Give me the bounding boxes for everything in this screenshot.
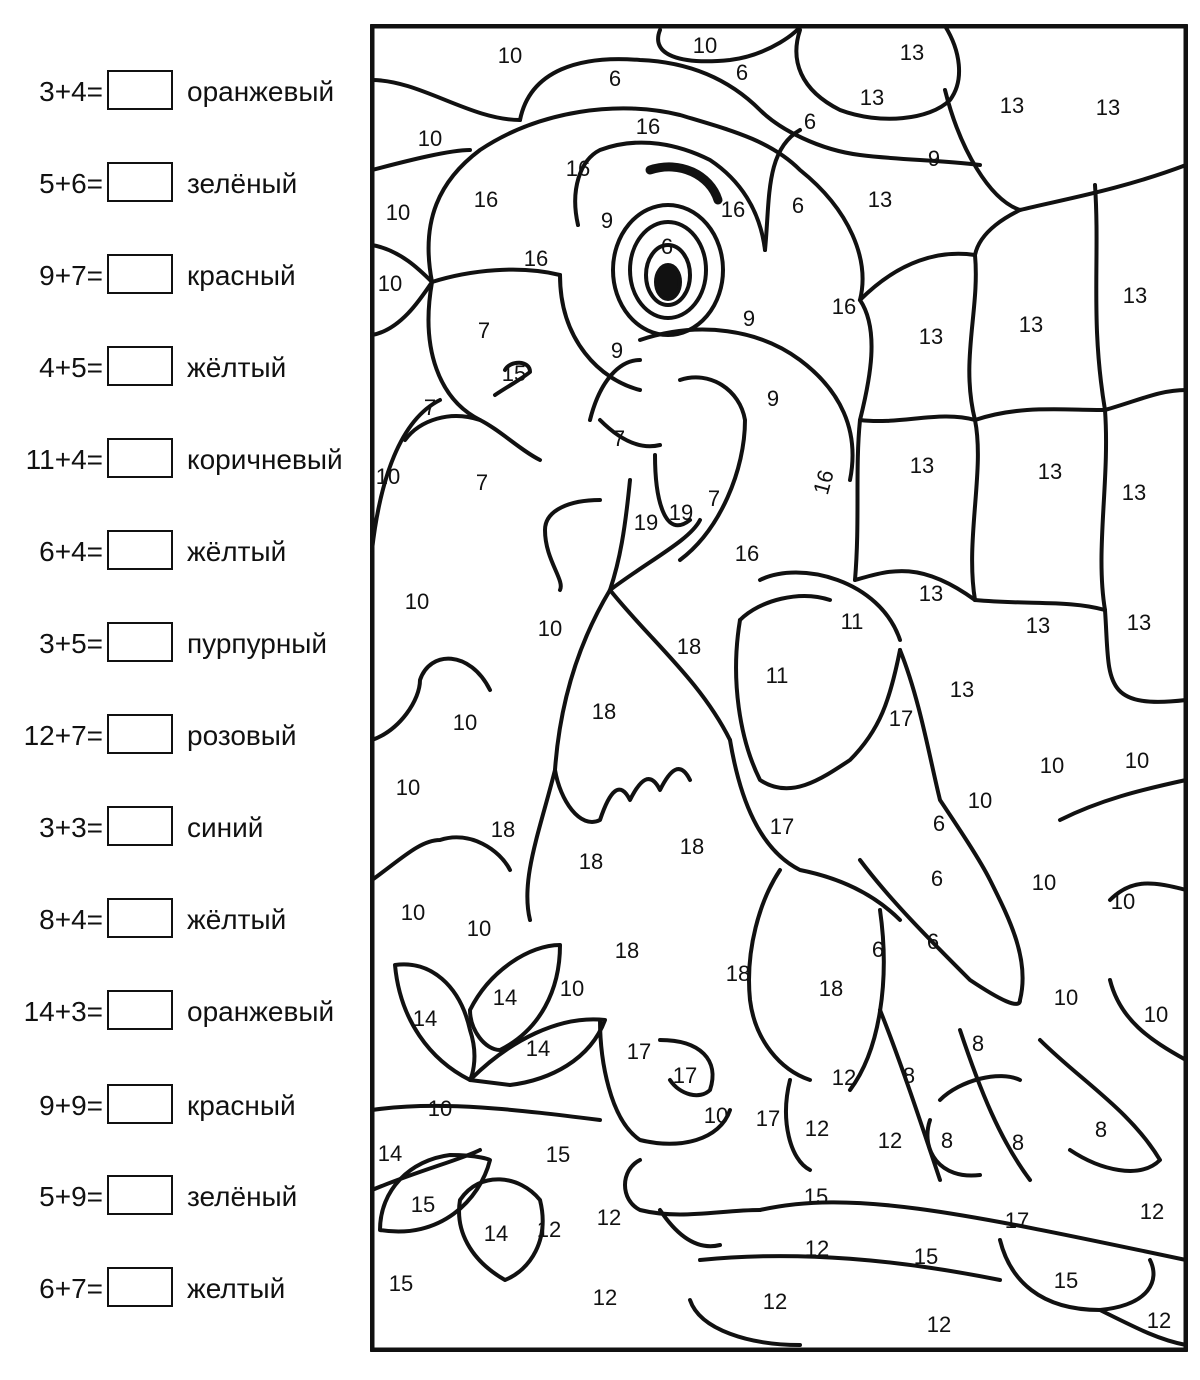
legend-color-name: красный	[187, 1090, 296, 1121]
region-number: 18	[614, 938, 640, 963]
legend-expression: 12+7=	[23, 720, 103, 751]
region-number: 16	[720, 197, 746, 222]
region-number: 10	[1124, 748, 1150, 773]
region-number: 16	[473, 187, 499, 212]
region-number: 16	[565, 156, 591, 181]
region-number: 19	[668, 500, 694, 525]
region-number: 10	[692, 33, 718, 58]
region-number: 13	[859, 85, 885, 110]
region-number: 11	[840, 609, 864, 634]
answer-box[interactable]	[107, 714, 173, 754]
answer-box[interactable]	[107, 438, 173, 478]
region-number: 10	[466, 916, 492, 941]
answer-box[interactable]	[107, 622, 173, 662]
region-number: 9	[927, 146, 941, 171]
region-number: 16	[523, 246, 549, 271]
region-number: 6	[932, 811, 946, 836]
legend-row	[0, 622, 365, 666]
region-number: 9	[766, 386, 780, 411]
region-number: 8	[1094, 1117, 1108, 1142]
region-number: 8	[940, 1128, 954, 1153]
region-number: 7	[475, 470, 489, 495]
region-number: 12	[877, 1128, 903, 1153]
region-number: 17	[769, 814, 795, 839]
legend-color-name: жёлтый	[187, 536, 287, 567]
answer-box[interactable]	[107, 1084, 173, 1124]
region-number: 10	[417, 126, 443, 151]
region-number: 18	[818, 976, 844, 1001]
region-number: 10	[497, 43, 523, 68]
answer-box[interactable]	[107, 254, 173, 294]
legend-expression: 8+4=	[39, 904, 103, 935]
region-number: 17	[888, 706, 914, 731]
region-number: 17	[1004, 1208, 1030, 1233]
legend-expression: 9+9=	[39, 1090, 103, 1121]
region-number: 10	[1031, 870, 1057, 895]
region-number: 12	[762, 1289, 788, 1314]
legend-expression: 9+7=	[39, 260, 103, 291]
region-number: 6	[735, 60, 749, 85]
region-number: 6	[660, 234, 674, 259]
legend-row	[0, 70, 365, 114]
region-number: 18	[676, 634, 702, 659]
answer-box[interactable]	[107, 1267, 173, 1307]
legend-expression: 11+4=	[25, 444, 103, 475]
region-number: 13	[867, 187, 893, 212]
legend-color-name: зелёный	[187, 1181, 298, 1212]
region-number: 16	[808, 467, 839, 498]
region-number: 9	[600, 208, 614, 233]
legend-row	[0, 162, 365, 206]
region-number: 6	[930, 866, 944, 891]
region-number: 10	[377, 271, 403, 296]
region-number: 13	[1122, 283, 1148, 308]
region-number: 18	[490, 817, 516, 842]
legend-expression: 6+4=	[39, 536, 103, 567]
region-number: 16	[831, 294, 857, 319]
answer-box[interactable]	[107, 898, 173, 938]
legend-row	[0, 714, 365, 758]
region-number: 15	[545, 1142, 571, 1167]
region-number: 13	[1126, 610, 1152, 635]
region-number: 14	[525, 1036, 551, 1061]
legend-row	[0, 254, 365, 298]
region-number: 10	[375, 464, 401, 489]
legend-row	[0, 1267, 365, 1311]
region-number: 13	[1037, 459, 1063, 484]
legend-color-name: красный	[187, 260, 296, 291]
answer-box[interactable]	[107, 806, 173, 846]
legend-expression: 3+3=	[39, 812, 103, 843]
legend-expression: 5+9=	[39, 1181, 103, 1212]
region-number: 12	[804, 1116, 830, 1141]
region-number: 13	[1121, 480, 1147, 505]
region-number: 9	[742, 306, 756, 331]
answer-box[interactable]	[107, 346, 173, 386]
legend-expression: 5+6=	[39, 168, 103, 199]
region-number: 13	[918, 581, 944, 606]
region-number: 14	[412, 1006, 438, 1031]
region-number: 14	[492, 985, 518, 1010]
legend-row	[0, 990, 365, 1034]
legend-row	[0, 438, 365, 482]
region-number: 14	[483, 1221, 509, 1246]
region-number: 10	[1110, 889, 1136, 914]
region-number: 8	[1011, 1130, 1025, 1155]
region-number: 10	[703, 1103, 729, 1128]
region-number-labels	[376, 33, 1171, 1337]
legend-color-name: зелёный	[187, 168, 298, 199]
region-number: 18	[578, 849, 604, 874]
legend-row	[0, 1084, 365, 1128]
legend-color-name: пурпурный	[187, 628, 328, 659]
region-number: 16	[635, 114, 661, 139]
region-number: 7	[423, 395, 437, 420]
region-number: 15	[388, 1271, 414, 1296]
region-number: 13	[999, 93, 1025, 118]
answer-box[interactable]	[107, 1175, 173, 1215]
region-number: 18	[591, 699, 617, 724]
region-number: 10	[1143, 1002, 1169, 1027]
region-number: 13	[909, 453, 935, 478]
region-number: 7	[612, 426, 626, 451]
legend	[0, 0, 365, 1380]
region-number: 10	[559, 976, 585, 1001]
legend-color-name: синий	[187, 812, 264, 843]
region-number: 10	[395, 775, 421, 800]
legend-color-name: оранжевый	[187, 76, 335, 107]
region-number: 12	[804, 1236, 830, 1261]
region-number: 7	[477, 318, 491, 343]
legend-expression: 3+4=	[39, 76, 103, 107]
region-number: 6	[608, 66, 622, 91]
region-number: 19	[633, 510, 659, 535]
region-number: 13	[899, 40, 925, 65]
legend-expression: 14+3=	[23, 996, 103, 1027]
region-number: 8	[902, 1063, 916, 1088]
region-number: 12	[536, 1217, 562, 1242]
legend-expression: 3+5=	[39, 628, 103, 659]
legend-row	[0, 806, 365, 850]
region-number: 6	[926, 929, 940, 954]
legend-color-name: розовый	[187, 720, 297, 751]
legend-color-name: жёлтый	[187, 352, 287, 383]
region-number: 10	[452, 710, 478, 735]
region-number: 18	[725, 961, 751, 986]
region-number: 6	[871, 937, 885, 962]
answer-box[interactable]	[107, 70, 173, 110]
region-number: 13	[918, 324, 944, 349]
region-number: 15	[501, 361, 527, 386]
legend-color-name: желтый	[187, 1273, 286, 1304]
region-number: 8	[971, 1031, 985, 1056]
region-number: 12	[1146, 1308, 1172, 1333]
region-number: 17	[672, 1063, 698, 1088]
outline-drawing	[372, 26, 1186, 1350]
answer-box[interactable]	[107, 990, 173, 1030]
region-number: 12	[1139, 1199, 1165, 1224]
answer-box[interactable]	[107, 530, 173, 570]
legend-row	[0, 530, 365, 574]
parrot-coloring-picture	[370, 24, 1188, 1352]
region-number: 6	[791, 193, 805, 218]
region-number: 15	[410, 1192, 436, 1217]
region-number: 11	[765, 663, 789, 688]
region-number: 17	[626, 1039, 652, 1064]
region-number: 10	[967, 788, 993, 813]
region-number: 10	[1053, 985, 1079, 1010]
legend-row	[0, 1175, 365, 1219]
legend-row	[0, 898, 365, 942]
region-number: 16	[734, 541, 760, 566]
legend-expression: 6+7=	[39, 1273, 103, 1304]
region-number: 10	[400, 900, 426, 925]
region-number: 13	[1018, 312, 1044, 337]
legend-row	[0, 346, 365, 390]
region-number: 9	[610, 338, 624, 363]
legend-color-name: жёлтый	[187, 904, 287, 935]
legend-color-name: оранжевый	[187, 996, 335, 1027]
region-number: 12	[592, 1285, 618, 1310]
region-number: 12	[596, 1205, 622, 1230]
region-number: 18	[679, 834, 705, 859]
region-number: 12	[831, 1065, 857, 1090]
legend-color-name: коричневый	[187, 444, 343, 475]
answer-box[interactable]	[107, 162, 173, 202]
region-number: 10	[537, 616, 563, 641]
region-number: 15	[803, 1184, 829, 1209]
region-number: 6	[803, 109, 817, 134]
region-number: 7	[707, 486, 721, 511]
region-number: 12	[926, 1312, 952, 1337]
region-number: 13	[949, 677, 975, 702]
region-number: 10	[385, 200, 411, 225]
region-number: 10	[404, 589, 430, 614]
region-number: 15	[1053, 1268, 1079, 1293]
region-number: 10	[1039, 753, 1065, 778]
legend-expression: 4+5=	[39, 352, 103, 383]
region-number: 13	[1095, 95, 1121, 120]
region-number: 10	[427, 1096, 453, 1121]
region-number: 13	[1025, 613, 1051, 638]
region-number: 14	[377, 1141, 403, 1166]
region-number: 17	[755, 1106, 781, 1131]
region-number: 15	[913, 1244, 939, 1269]
